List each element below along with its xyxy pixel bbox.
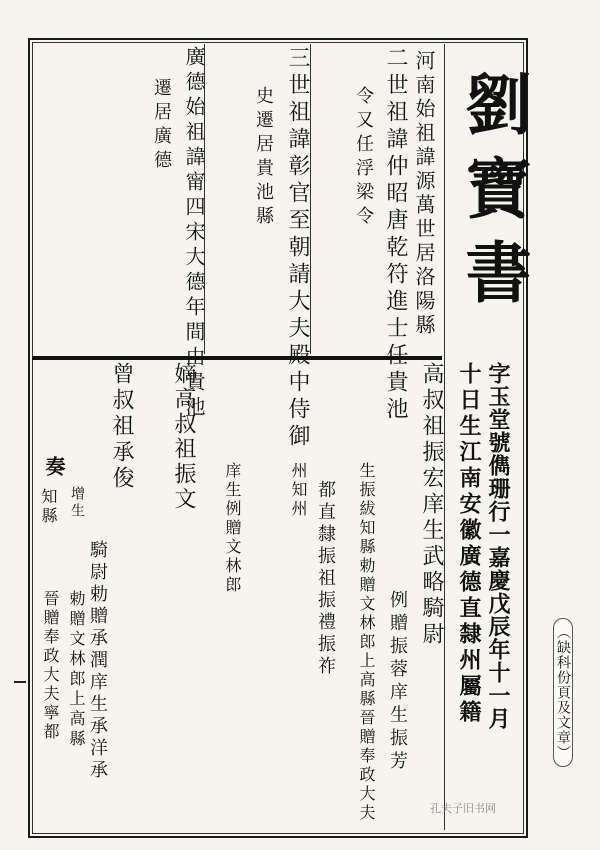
lineage-entry-zhenfu: 生振紱知縣勅贈文林郎上高縣晉贈奉政大夫 — [357, 462, 376, 823]
watermark-logo — [430, 800, 496, 816]
birth-info-line-1: 字玉堂號儁珊行一嘉慶戊辰年十一月 — [485, 362, 511, 730]
lineage-entry-great-uncle: 高叔祖振宏庠生武略騎尉 — [419, 362, 444, 648]
lineage-entry-guangde-cont: 遷居廣德 — [151, 78, 172, 174]
lineage-entry-founder: 河南始祖諱源萬世居洛陽縣 — [412, 50, 436, 338]
lineage-entry-zhixian: 知縣 — [39, 488, 58, 526]
lineage-entry-chengrun: 騎尉勅贈承潤庠生承洋承 — [87, 540, 108, 782]
column-rule — [444, 44, 445, 830]
section-divider — [32, 356, 442, 360]
lineage-entry-guangde-founder: 廣德始祖諱甯四宋大德年間由貴池 — [182, 46, 206, 421]
missing-pages-note: （缺科份頁及文章） — [553, 618, 573, 767]
lineage-entry-zhenzu: 都直隸振祖振禮振祚 — [315, 480, 336, 678]
lineage-entry-gen2: 二世祖諱仲昭唐乾符進士任貴池 — [383, 46, 408, 424]
lineage-entry-great-uncle-cont: 例贈振蓉庠生振芳 — [387, 590, 408, 774]
lineage-entry-zou: 奏 — [42, 456, 66, 476]
lineage-entry-chengjun: 曾叔祖承俊 — [109, 362, 134, 492]
lineage-entry-zhenwen-title: 庠生例贈文林郎 — [223, 462, 242, 595]
lineage-entry-gen3-cont: 史遷居貴池縣 — [253, 86, 274, 230]
lineage-entry-zhizhou: 州知州 — [289, 462, 308, 519]
lineage-entry-zhenwen: 嫡高叔祖振文 — [171, 362, 196, 512]
lineage-entry-gen3: 三世祖諱彰官至朝請大夫殿中侍御 — [285, 46, 310, 451]
page-title: 劉寶書 — [454, 70, 532, 322]
lineage-entry-zengsheng: 增生 — [69, 486, 85, 520]
watermark-text: 孔夫子旧书网 — [430, 802, 496, 815]
lineage-entry-chengyang-title-2: 晉贈奉政大夫寧都 — [41, 590, 60, 742]
column-rule — [310, 44, 311, 354]
birth-info-line-2: 十日生江南安徽廣德直隸州屬籍 — [456, 362, 482, 726]
margin-tick — [14, 681, 26, 683]
lineage-entry-chengyang-title: 勅贈文林郎上高縣 — [67, 590, 86, 750]
lineage-entry-gen2-cont: 令又任浮梁令 — [353, 86, 374, 230]
